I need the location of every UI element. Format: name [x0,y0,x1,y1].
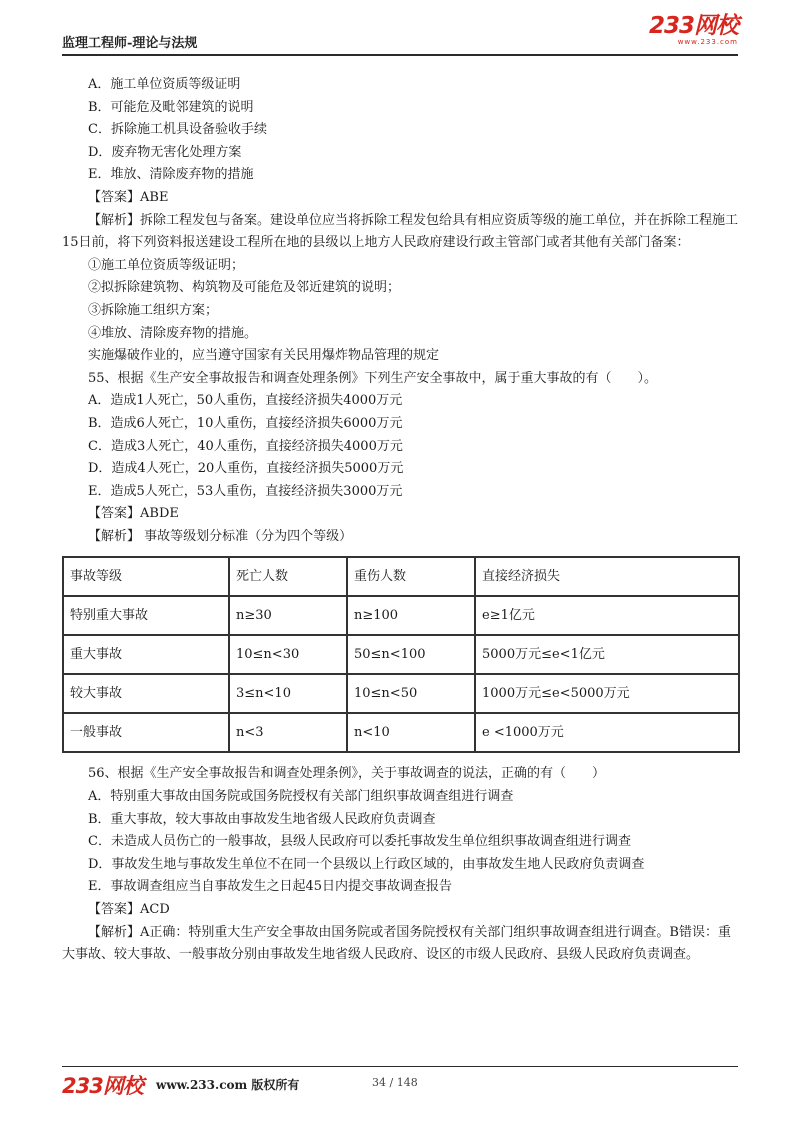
logo-text: 233网校 [648,13,738,39]
header-divider [62,54,738,56]
table-cell: 特别重大事故 [63,596,229,635]
logo-url: www.233.com [677,38,738,46]
table-header-row [63,557,739,596]
table-cell: 5000万元≤e<1亿元 [475,635,739,674]
doc-title: 监理工程师-理论与法规 [62,36,198,51]
footer-copyright[interactable]: www.233.com 版权所有 [156,1078,300,1092]
table-header-cell: 直接经济损失 [475,557,739,596]
table-cell: 10≤n<30 [229,635,347,674]
q54-item-3: ③拆除施工组织方案； [88,302,219,318]
table-cell: 重大事故 [63,635,229,674]
table-cell: 10≤n<50 [347,674,475,713]
table-cell: 1000万元≤e<5000万元 [475,674,739,713]
q54-item-2: ②拟拆除建筑物、构筑物及可能危及邻近建筑的说明； [88,280,401,296]
q54-analysis: 【解析】拆除工程发包与备案。建设单位应当将拆除工程发包给具有相应资质等级的施工单位，并在拆除工程施工15日前，将下列资料报送建设工程所在地的县级以上地方人民政府建设行政主管部门或者其他有关部门备案： [62,212,739,251]
q56-analysis: 【解析】A正确：特别重大生产安全事故由国务院或者国务院授权有关部门组织事故调查组进行调查。B错误：重大事故、较大事故、一般事故分别由事故发生地省级人民政府、设区的市级人民政府、县级人民政府负责调查。 [62,924,731,963]
q55-analysis: 【解析】 事故等级划分标准（分为四个等级） [88,528,353,544]
q54-note: 实施爆破作业的，应当遵守国家有关民用爆炸物品管理的规定 [88,348,440,364]
q54-option-a: A．施工单位资质等级证明 [88,77,241,92]
q56-answer: 【答案】ACD [88,902,170,918]
q54-option-b: B．可能危及毗邻建筑的说明 [88,99,254,115]
table-cell: 一般事故 [63,713,229,752]
table-row [63,674,739,713]
q54-item-4: ④堆放、清除废弃物的措施。 [88,325,258,341]
q55-option-c: C．造成3人死亡，40人重伤，直接经济损失4000万元 [88,438,403,454]
q56-option-b: B．重大事故，较大事故由事故发生地省级人民政府负责调查 [88,811,436,827]
table-cell: 3≤n<10 [229,674,347,713]
table-cell: n≥100 [347,596,475,635]
page-footer [62,1062,738,1102]
accident-grade-table-wrap [62,556,738,753]
q56-option-d: D．事故发生地与事故发生单位不在同一个县级以上行政区域的，由事故发生地人民政府负责调查 [88,856,645,872]
brand-logo[interactable] [649,14,738,46]
q55-option-a: A．造成1人死亡，50人重伤，直接经济损失4000万元 [88,393,403,409]
q54-item-1: ①施工单位资质等级证明； [88,257,245,273]
q54-answer: 【答案】ABE [88,189,169,205]
table-cell: e≥1亿元 [475,596,739,635]
page-content [62,74,738,967]
table-cell: 50≤n<100 [347,635,475,674]
page-number: 34 / 148 [372,1076,418,1089]
accident-grade-table [62,556,740,753]
table-header-cell: 重伤人数 [347,557,475,596]
table-row [63,635,739,674]
q56-option-a: A．特别重大事故由国务院或国务院授权有关部门组织事故调查组进行调查 [88,789,514,805]
q54-option-e: E．堆放、清除废弃物的措施 [88,167,254,183]
q56-question: 56、根据《生产安全事故报告和调查处理条例》，关于事故调查的说法，正确的有（ ） [88,766,606,782]
table-cell: n<10 [347,713,475,752]
table-cell: 较大事故 [63,674,229,713]
q55-option-b: B．造成6人死亡，10人重伤，直接经济损失6000万元 [88,415,403,431]
q55-option-e: E．造成5人死亡，53人重伤，直接经济损失3000万元 [88,483,403,499]
q55-answer: 【答案】ABDE [88,506,179,522]
table-cell: n≥30 [229,596,347,635]
q56-option-c: C．未造成人员伤亡的一般事故，县级人民政府可以委托事故发生单位组织事故调查组进行调查 [88,834,631,850]
table-cell: n<3 [229,713,347,752]
q55-option-d: D．造成4人死亡，20人重伤，直接经济损失5000万元 [88,461,404,477]
footer-divider [62,1066,738,1067]
page-header [62,0,738,58]
table-header-cell: 死亡人数 [229,557,347,596]
table-cell: e <1000万元 [475,713,739,752]
q54-option-c: C．拆除施工机具设备验收手续 [88,122,267,138]
q55-question: 55、根据《生产安全事故报告和调查处理条例》下列生产安全事故中，属于重大事故的有（ ）。 [88,370,658,386]
table-row [63,713,739,752]
footer-brand-logo[interactable]: 233网校 [62,1074,143,1098]
q54-option-d: D．废弃物无害化处理方案 [88,144,242,160]
table-header-cell: 事故等级 [63,557,229,596]
q56-option-e: E．事故调查组应当自事故发生之日起45日内提交事故调查报告 [88,879,453,895]
table-row [63,596,739,635]
